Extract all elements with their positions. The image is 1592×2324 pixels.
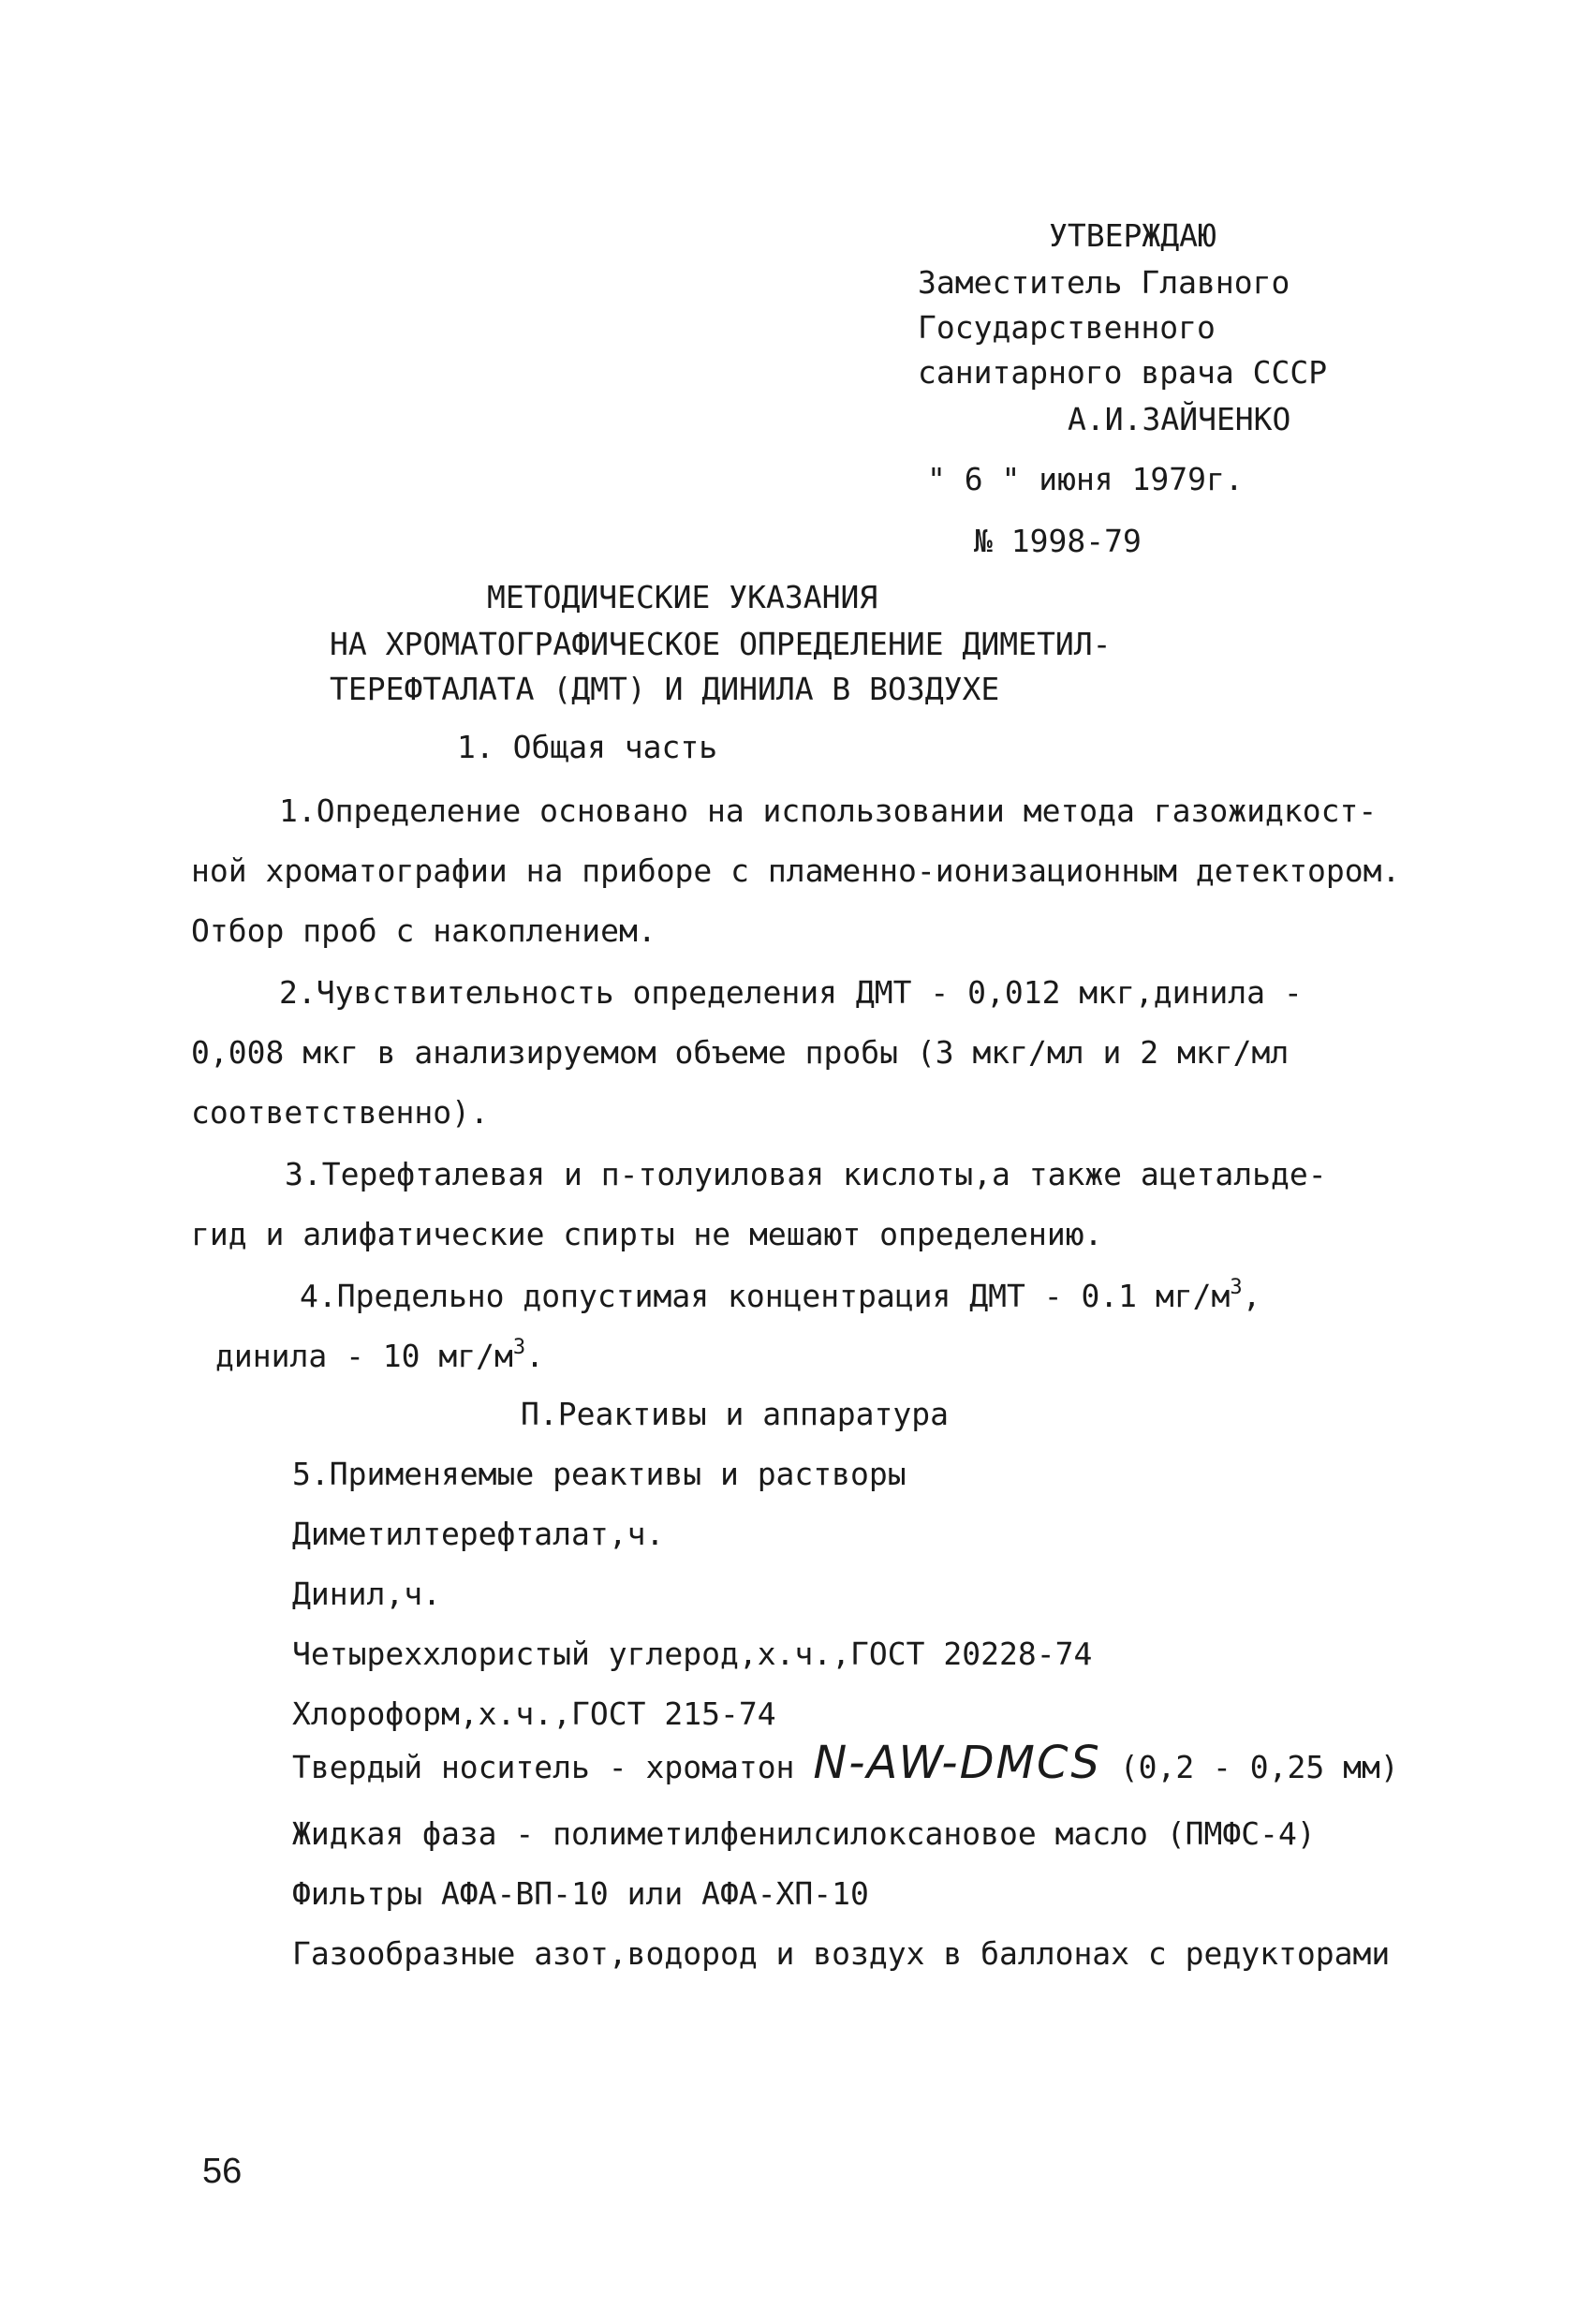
carrier-prefix: Твердый носитель - хроматон	[292, 1749, 795, 1785]
mpc-dinil-text: динила - 10 мг/м	[215, 1338, 513, 1374]
paragraph-1-line-1: 1.Определение основано на использовании метода газожидкост-	[279, 792, 1378, 829]
approval-number: № 1998-79	[974, 523, 1142, 559]
superscript-3: 3	[1230, 1276, 1243, 1299]
reagents-heading: 5.Применяемые реактивы и растворы	[292, 1456, 907, 1492]
reagent-item: Хлороформ,х.ч.,ГОСТ 215-74	[292, 1695, 776, 1732]
reagent-item: Диметилтерефталат,ч.	[292, 1516, 665, 1552]
paragraph-3-line-2: гид и алифатические спирты не мешают определению.	[191, 1216, 1103, 1252]
reagent-item: Фильтры АФА-ВП-10 или АФА-ХП-10	[292, 1875, 869, 1912]
carrier-line	[292, 1737, 1399, 1789]
mpc-dmt-text: 4.Предельно допустимая концентрация ДМТ - 0.1 мг/м	[300, 1278, 1231, 1314]
section-1-heading: 1. Общая часть	[457, 729, 718, 765]
paragraph-3-line-1: 3.Терефталевая и п-толуиловая кислоты,а также ацетальде-	[285, 1156, 1327, 1192]
superscript-3: 3	[512, 1336, 526, 1359]
carrier-suffix: (0,2 - 0,25 мм)	[1119, 1749, 1399, 1785]
paragraph-4-line-1	[300, 1276, 1261, 1317]
approval-line-1: Заместитель Главного	[918, 264, 1290, 301]
approval-date: " 6 " июня 1979г.	[927, 461, 1244, 497]
page-number: 56	[202, 2152, 243, 2191]
reagent-item: Газообразные азот,водород и воздух в баллонах с редукторами	[292, 1935, 1391, 1972]
reagent-item: Жидкая фаза - полиметилфенилсилоксановое масло (ПМФС-4)	[292, 1815, 1316, 1852]
paragraph-4-line-2	[215, 1336, 544, 1377]
reagent-item: Динил,ч.	[292, 1576, 441, 1612]
section-2-heading: П.Реактивы и аппаратура	[521, 1396, 949, 1432]
approval-line-2: Государственного	[918, 309, 1216, 346]
approval-line-3: санитарного врача СССР	[918, 354, 1328, 391]
paragraph-2-line-2: 0,008 мкг в анализируемом объеме пробы (3 мкг/мл и 2 мкг/мл	[191, 1034, 1290, 1071]
paragraph-1-line-3: Отбор проб с накоплением.	[191, 912, 656, 949]
paragraph-2-line-1: 2.Чувствительность определения ДМТ - 0,012 мкг,динила -	[279, 974, 1303, 1011]
handwritten-carrier: N-AW-DMCS	[813, 1737, 1101, 1789]
paragraph-2-line-3: соответственно).	[191, 1094, 489, 1131]
paragraph-1-line-2: ной хроматографии на приборе с пламенно-ионизационным детектором.	[191, 852, 1401, 889]
approval-name: А.И.ЗАЙЧЕНКО	[1068, 401, 1291, 437]
approval-title: УТВЕРЖДАЮ	[1049, 217, 1216, 254]
doc-title-line-1: МЕТОДИЧЕСКИЕ УКАЗАНИЯ	[487, 579, 878, 615]
period: .	[525, 1338, 545, 1374]
reagent-item: Четыреххлористый углерод,х.ч.,ГОСТ 20228-74	[292, 1636, 1093, 1672]
doc-title-line-2: НА ХРОМАТОГРАФИЧЕСКОЕ ОПРЕДЕЛЕНИЕ ДИМЕТИЛ-	[330, 626, 1112, 662]
doc-title-line-3: ТЕРЕФТАЛАТА (ДМТ) И ДИНИЛА В ВОЗДУХЕ	[330, 671, 1000, 707]
comma: ,	[1242, 1278, 1261, 1314]
